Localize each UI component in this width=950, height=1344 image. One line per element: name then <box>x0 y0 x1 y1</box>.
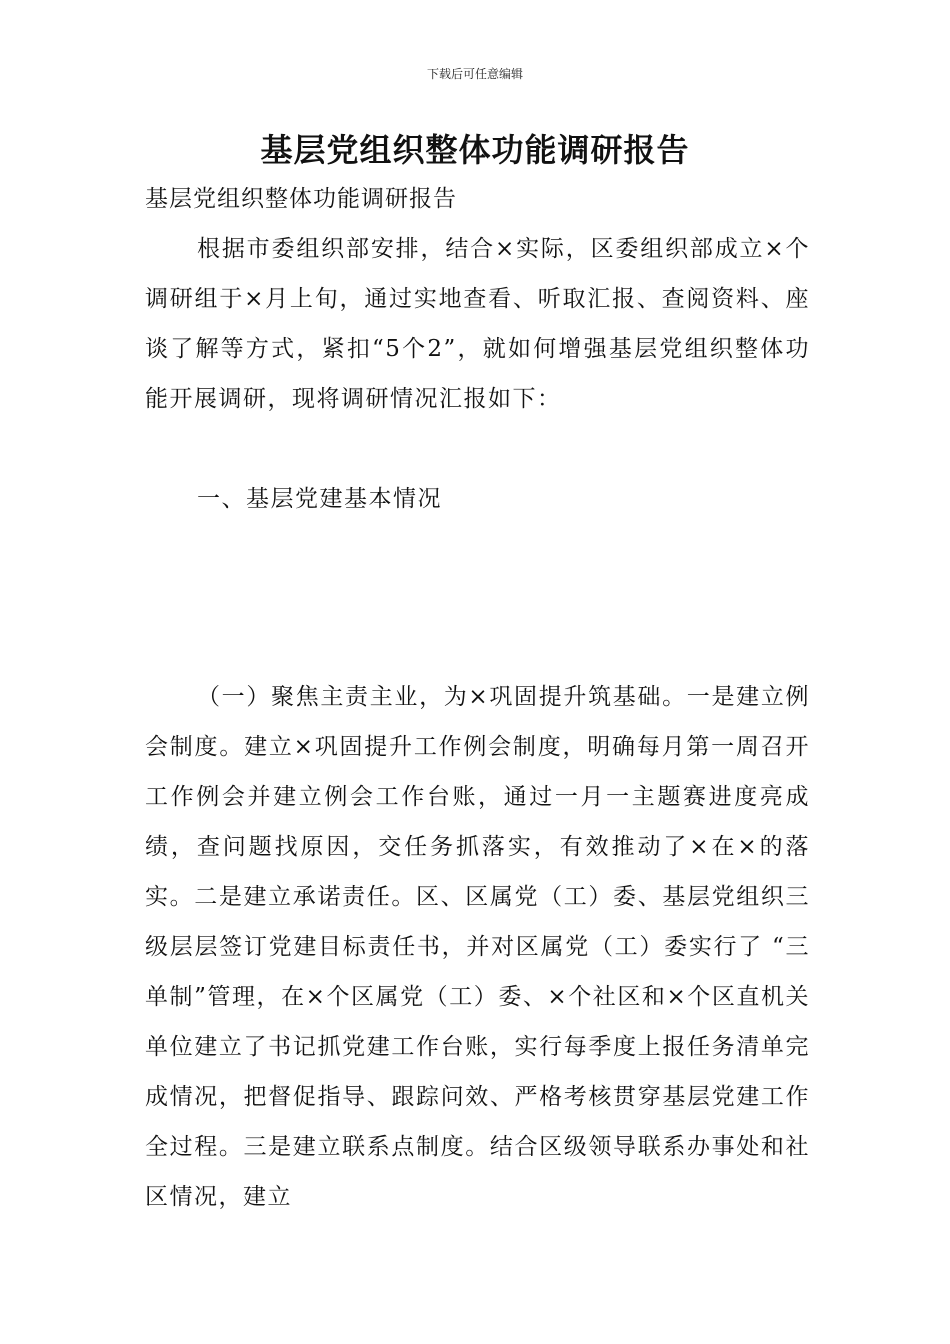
document-title: 基层党组织整体功能调研报告 <box>260 131 690 169</box>
header-note: 下载后可任意编辑 <box>426 67 523 81</box>
intro-paragraph: 根据市委组织部安排，结合×实际，区委组织部成立×个调研组于×月上旬，通过实地查看、听取汇报、查阅资料、座谈了解等方式，紧扣“5个2”，就如何增强基层党组织整体功能开展调研，现将调研情况汇报如下： <box>145 236 810 412</box>
document-subtitle: 基层党组织整体功能调研报告 <box>145 186 457 212</box>
section-heading: 一、基层党建基本情况 <box>197 486 442 512</box>
body-paragraph: （一）聚焦主责主业，为×巩固提升筑基础。一是建立例会制度。建立×巩固提升工作例会制度，明确每月第一周召开工作例会并建立例会工作台账，通过一月一主题赛进度亮成绩，查问题找原因，交任务抓落实，有效推动了×在×的落实。二是建立承诺责任。区、区属党（工）委、基层党组织三级层层签订党建目标责任书，并对区属党（工）委实行了 “三单制”管理，在×个区属党（工）委、×个社区和×个区直机关单位建立了书记抓党建工作台账，实行每季度上报任务清单完成情况，把督促指导、跟踪问效、严格考核贯穿基层党建工作全过程。三是建立联系点制度。结合区级领导联系办事处和社区情况，建立 <box>145 684 810 1210</box>
